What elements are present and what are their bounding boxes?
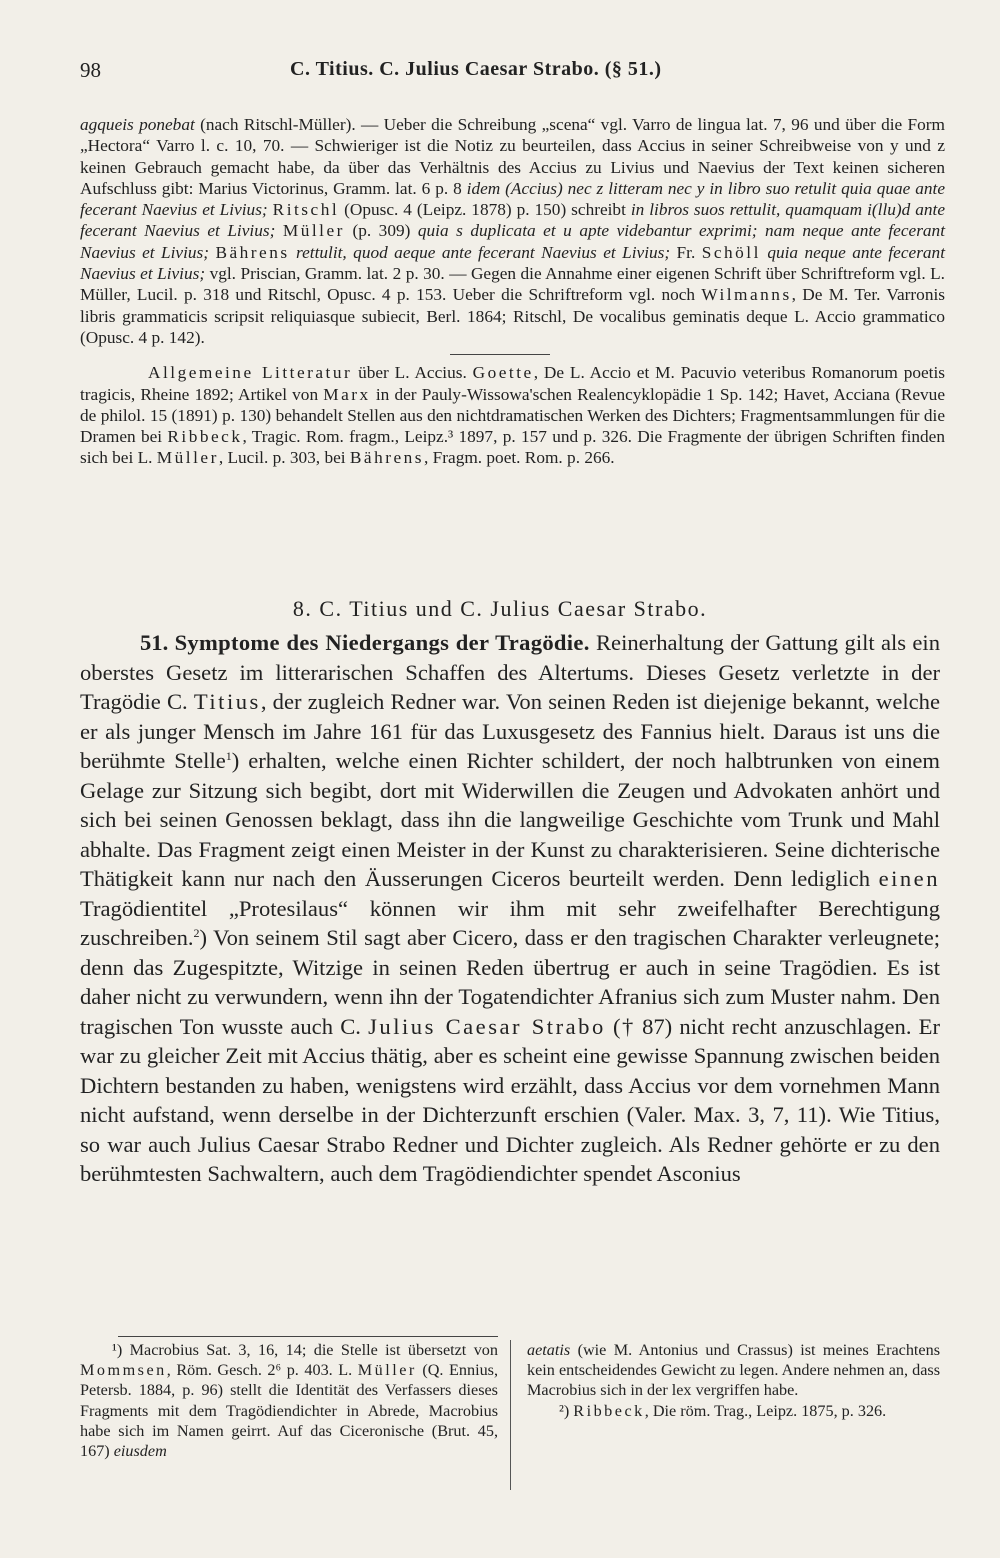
literature-label: Allgemeine Litteratur — [148, 363, 353, 383]
footnote-column-divider — [510, 1340, 511, 1490]
footnote-column-left — [80, 1340, 498, 1461]
section-heading: 8. C. Titius und C. Julius Caesar Strabo. — [292, 596, 708, 621]
footnote-text: Macrobius Sat. 3, 16, 14; die Stelle ist übersetzt von — [122, 1341, 498, 1359]
footnote-text: , Röm. Gesch. 2⁶ p. 403. L. — [166, 1361, 358, 1380]
footnote-marker: ¹) — [112, 1341, 123, 1359]
author-name: Müller — [282, 221, 345, 241]
notes-paragraph — [80, 114, 945, 348]
latin-quote: aetatis — [527, 1341, 571, 1359]
author-name: Müller — [156, 448, 219, 468]
latin-quote: agqueis ponebat — [80, 115, 195, 134]
latin-quote: eiusdem — [113, 1442, 167, 1461]
paragraph-number: 51. — [140, 630, 169, 655]
running-head-title: C. Titius. C. Julius Caesar Strabo. (§ 51.) — [290, 58, 662, 80]
notes-text: (nach Ritschl-Müller). — Ueber die Schreibung „scena“ vgl. Varro de lingua lat. 7, 96 und über die Form „Hectora“ Varro l. c. 10, 70. — Schwieriger ist die Notiz zu beurteilen, dass Accius in seiner Schreibweise von y und z keinen Gebrauch gemacht habe, da über das Verhältnis des Accius zu Livius und Naevius der Text keinen sicheren Aufschluss gibt: Marius Victorinus, Gramm. lat. 6 p. 8 — [80, 115, 946, 198]
notes-text: , De M. Ter. Varronis libris grammaticis scripsit reliquiasque subiecit, Berl. 1864; Ritschl, De vocalibus geminatis deque L. Accio grammatico (Opusc. 4 p. 142). — [80, 285, 945, 347]
footnote-1-continued — [527, 1340, 940, 1401]
author-name: Julius Caesar Strabo — [368, 1013, 606, 1039]
latin-quote: quia s duplicata et u apte videbantur exprimi; nam neque ante fecerant Naevius et Livius; — [80, 221, 945, 262]
literature-text: über L. Accius. — [352, 363, 473, 383]
page-number: 98 — [80, 58, 101, 82]
body-text: († 87) nicht recht anzuschlagen. Er war zu gleicher Zeit mit Accius thätig, aber es scheint eine gewisse Spannung zwischen beiden Dichtern bestanden zu haben, wenigstens wird erzählt, dass Accius vor dem vornehmen Mann nicht aufstand, wenn derselbe in der Dichterzunft erschien (Valer. Max. 3, 7, 11). Wie Titius, so war auch Julius Caesar Strabo Redner und Dichter zugleich. Als Redner gehörte er zu den berühmtesten Sachwaltern, auch dem Tragödiendichter spendet Asconius — [80, 1013, 940, 1186]
footnote-marker: 2 — [193, 926, 200, 940]
footnote-text: , Die röm. Trag., Leipz. 1875, p. 326. — [644, 1401, 887, 1420]
author-name: Schöll — [701, 242, 761, 262]
separator-rule — [450, 354, 550, 355]
author-name: Titius — [193, 689, 261, 714]
body-text: ) erhalten, welche einen Richter schildert, der noch halbtrunken von einem Gelage zur Sitzung sich begibt, dort mit Widerwillen die Zeugen und Advokaten anhört und sich bei seinen Genossen beklagt, dass ihn die langweilige Geschichte vom Trunk und Mahl abhalte. Das Fragment zeigt einen Meister in der Kunst zu charakterisieren. Seine dichterische Thätigkeit kann nur nach den Äusserungen Ciceros beurteilt werden. Denn lediglich — [80, 748, 940, 891]
footnote-marker: 1 — [225, 749, 232, 763]
notes-text: vgl. Priscian, Gramm. lat. 2 p. 30. — Gegen die Annahme einer eigenen Schrift über Schriftreform vgl. L. Müller, Lucil. p. 318 und Ritschl, Opusc. 4 p. 153. Ueber die Schriftreform vgl. noch — [80, 264, 946, 305]
literature-text: , Lucil. p. 303, bei — [218, 448, 350, 468]
footnote-text: (Q. Ennius, Petersb. 1884, p. 96) stellt die Identität des Verfassers dieses Fragments mit dem Tragödiendichter in Abrede, Macrobius habe sich im Namen geirrt. Auf das Ciceronische (Brut. 45, 167) — [80, 1361, 499, 1461]
footnote-marker: ²) — [559, 1401, 570, 1420]
footnote-1 — [80, 1340, 498, 1461]
author-name: Goette — [472, 363, 534, 383]
footnote-text: (wie M. Antonius und Crassus) ist meines Erachtens kein entscheidendes Gewicht zu legen. Andere nehmen an, dass Macrobius sich in der lex vergriffen habe. — [527, 1341, 940, 1400]
author-name: Ritschl — [272, 200, 340, 220]
main-text — [80, 628, 940, 1189]
author-name: Mommsen — [80, 1361, 167, 1380]
body-text: Reinerhaltung der Gattung gilt als ein oberstes Gesetz im litterarischen Schaffen des Altertums. Dieses Gesetz verletzte in der Tragödie C. — [80, 630, 940, 714]
notes-text: (p. 309) — [344, 221, 418, 241]
author-name: Müller — [357, 1361, 417, 1380]
footnote-2 — [527, 1401, 940, 1421]
author-name: Marx — [323, 384, 371, 404]
footnote-column-right — [527, 1340, 940, 1421]
literature-text: , Tragic. Rom. fragm., Leipz.³ 1897, p. 157 und p. 326. Die Fragmente der übrigen Schriften finden sich bei L. — [80, 427, 945, 468]
author-name: Bährens — [349, 448, 425, 468]
body-text: , der zugleich Redner war. Von seinen Reden ist diejenige bekannt, welche er als junger Mensch im Jahre 161 für das Luxusgesetz des Fannius hielt. Daraus ist uns die berühmte Stelle — [80, 689, 940, 773]
literature-text: in der Pauly-Wissowa'schen Realencyklopädie 1 Sp. 142; Havet, Acciana (Revue de philol. 15 (1891) p. 130) behandelt Stellen aus den nichtdramatischen Werken des Dichters; Fragmentsammlungen für die Dramen bei — [80, 384, 945, 447]
running-head — [80, 58, 940, 90]
latin-quote: idem (Accius) nec z litteram nec y in libro suo retulit quia quae ante fecerant Naevius et Livius; — [80, 178, 945, 220]
notes-block — [80, 114, 945, 469]
literature-text: , De L. Accio et M. Pacuvio veteribus Romanorum poetis tragicis, Rheine 1892; Artikel von — [80, 363, 945, 404]
literature-text: , Fragm. poet. Rom. p. 266. — [424, 448, 615, 468]
author-name: Bährens — [215, 242, 290, 262]
author-name: Wilmanns — [701, 285, 792, 305]
latin-quote: rettulit, quod aeque ante fecerant Naevius et Livius; — [296, 242, 671, 262]
latin-quote: in libros suos rettulit, quamquam i(llu)d ante fecerant Naevius et Livius; — [80, 200, 945, 241]
paragraph-heading: Symptome des Niedergangs der Tragödie. — [174, 630, 590, 655]
body-text: ) Von seinem Stil sagt aber Cicero, dass er den tragischen Charakter verleugnete; denn das Zugespitzte, Witzige in seinen Reden übertrug er auch in seine Tragödien. Es ist daher nicht zu verwundern, wenn ihn der Togatendichter Afranius sich zum Muster nahm. Den tragischen Ton wusste auch C. — [80, 925, 940, 1039]
notes-text: Fr. — [670, 242, 702, 262]
footnote-rule — [118, 1336, 498, 1337]
emphasis: einen — [878, 866, 940, 891]
author-name: Ribbeck — [573, 1401, 645, 1420]
body-text: Tragödientitel „Protesilaus“ können wir ihm mit sehr zweifelhafter Berechtigung zuschreiben. — [80, 895, 940, 950]
literature-paragraph — [80, 362, 945, 468]
author-name: Ribbeck — [167, 427, 243, 447]
latin-quote: quia neque ante fecerant Naevius et Livius; — [80, 242, 945, 284]
notes-text: (Opusc. 4 (Leipz. 1878) p. 150) schreibt — [339, 200, 631, 220]
body-paragraph — [80, 628, 940, 1189]
